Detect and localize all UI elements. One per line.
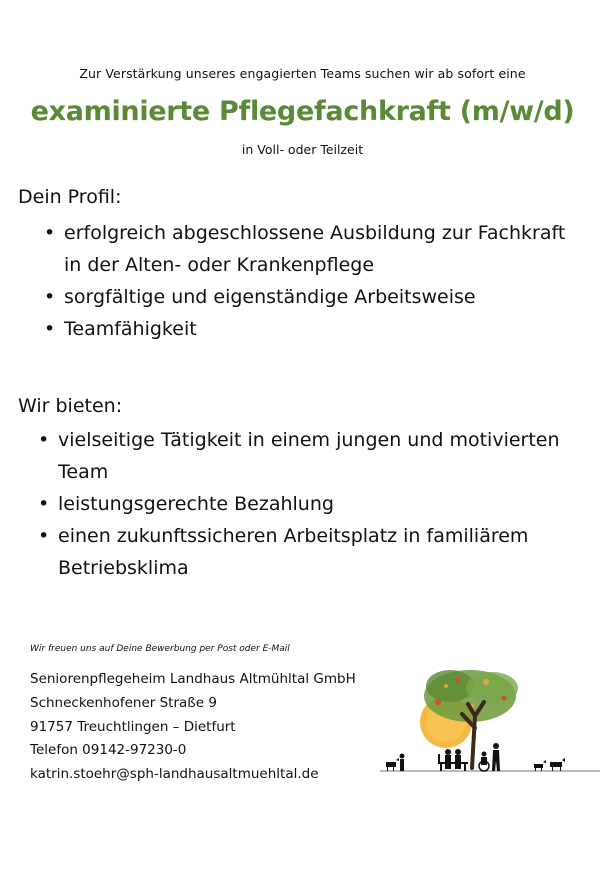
profile-list [44, 217, 584, 345]
list-item [44, 313, 584, 345]
contact-block [30, 668, 356, 787]
people-silhouettes-icon [386, 743, 565, 771]
bullet-icon: • [38, 429, 50, 451]
list-item [38, 520, 598, 584]
phone-number: Telefon 09142-97230-0 [30, 742, 187, 759]
list-item-text: vielseitige Tätigkeit in einem jungen und motivierten Team [58, 429, 560, 483]
list-item-text: Teamfähigkeit [64, 318, 197, 340]
profile-heading: Dein Profil: [18, 186, 122, 208]
list-item [44, 281, 584, 313]
application-note: Wir freuen uns auf Deine Bewerbung per Post oder E-Mail [30, 644, 290, 654]
bullet-icon: • [38, 525, 50, 547]
bullet-icon: • [44, 222, 56, 244]
city-address: 91757 Treuchtlingen – Dietfurt [30, 718, 236, 735]
company-name: Seniorenpflegeheim Landhaus Altmühltal GmbH [30, 671, 356, 687]
list-item-text: erfolgreich abgeschlossene Ausbildung zur Fachkraft in der Alten- oder Krankenpflege [64, 222, 566, 276]
tree-with-sun-and-people-logo-icon [380, 656, 600, 780]
list-item-text: leistungsgerechte Bezahlung [58, 493, 334, 515]
bullet-icon: • [44, 286, 56, 308]
list-item-text: sorgfältige und eigenständige Arbeitsweise [64, 286, 476, 308]
street-address: Schneckenhofener Straße 9 [30, 694, 217, 711]
intro-text: Zur Verstärkung unseres engagierten Teams suchen wir ab sofort eine [79, 66, 526, 81]
bullet-icon: • [38, 493, 50, 515]
list-item [38, 424, 598, 488]
offer-heading: Wir bieten: [18, 395, 123, 417]
list-item [44, 217, 584, 281]
email-address: katrin.stoehr@sph-landhausaltmuehltal.de [30, 766, 319, 783]
job-title: examinierte Pflegefachkraft (m/w/d) [30, 96, 575, 127]
bullet-icon: • [44, 318, 56, 340]
list-item-text: einen zukunftssicheren Arbeitsplatz in familiärem Betriebsklima [58, 525, 529, 579]
offer-list [38, 424, 598, 584]
list-item [38, 488, 598, 520]
employment-type: in Voll- oder Teilzeit [241, 142, 364, 157]
tree-icon [424, 670, 518, 722]
